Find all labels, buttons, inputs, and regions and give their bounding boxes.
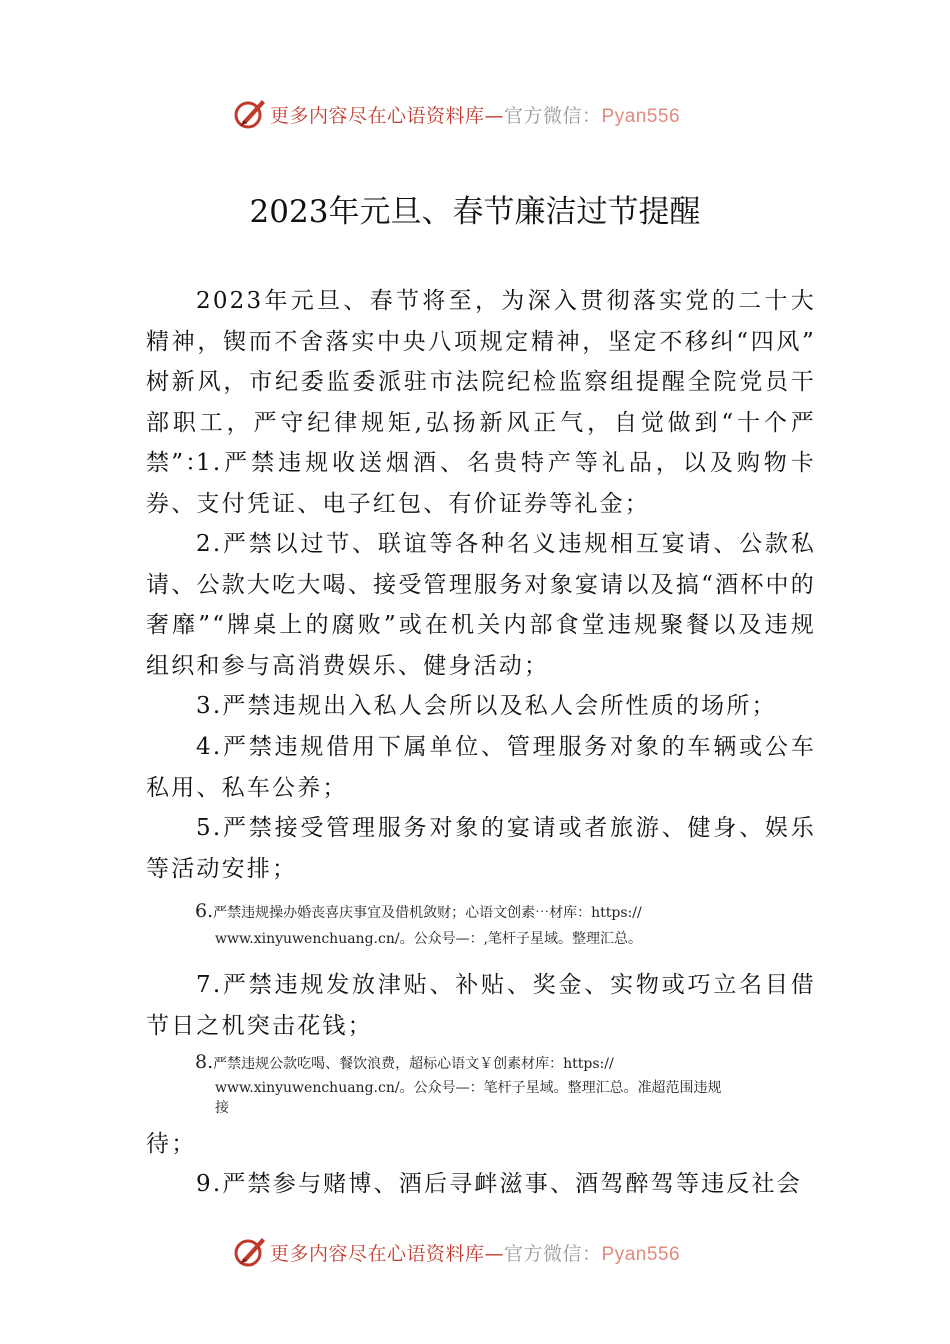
item-8-line-2: www.xinyuwenchuang.cn/。公众号—：笔杆子星域。整理汇总。准超范围违规 [215,1080,722,1096]
list-item-4: 4.严禁违规借用下属单位、管理服务对象的车辆或公车私用、私车公养； [146,734,816,801]
banner-wechat-label: 官方微信： [504,1242,602,1265]
banner-wechat-label: 官方微信： [504,104,602,127]
banner-main: 更多内容尽在心语资料库 [270,1242,485,1265]
item-8-line-3: 接 [215,1100,229,1116]
item-8-line-1: 严禁违规公款吃喝、餐饮浪费，超标心语文￥创素材库：https:// [213,1056,614,1072]
quill-logo-icon [232,1234,268,1270]
quill-logo-icon [232,96,268,132]
page-title: 2023年元旦、春节廉洁过节提醒 [249,194,701,230]
banner-account: Pyan556 [601,105,681,127]
list-item-5: 5.严禁接受管理服务对象的宴请或者旅游、健身、娱乐等活动安排； [146,815,816,882]
item-6-line-1: 严禁违规操办婚丧喜庆事宜及借机敛财；心语文创素⋯材库：https:// [213,905,642,921]
banner-separator: — [484,1242,505,1265]
footer-banner [232,1232,732,1272]
banner-main: 更多内容尽在心语资料库 [270,104,485,127]
list-item-7: 7.严禁违规发放津贴、补贴、奖金、实物或巧立名目借节日之机突击花钱； [146,972,816,1039]
banner-text [270,101,680,128]
header-banner [232,94,732,134]
banner-separator: — [484,104,505,127]
item-6-line-2: www.xinyuwenchuang.cn/。公众号—：,笔杆子星域。整理汇总。 [215,931,643,947]
banner-account: Pyan556 [601,1243,681,1265]
item-6-number: 6. [195,900,214,922]
intro-paragraph: 2023年元旦、春节将至，为深入贯彻落实党的二十大精神，锲而不舍落实中央八项规定精神，坚定不移纠“四风” 树新风，市纪委监委派驻市法院纪检监察组提醒全院党员干部职工，严守纪律规矩,弘扬新风正气，自觉做到“十个严禁”： [146,288,816,476]
item-8-number: 8. [195,1051,214,1073]
list-item-1: 1.严禁违规收送烟酒、名贵特产等礼品，以及购物卡券、支付凭证、电子红包、有价证券等礼金； [146,450,816,517]
list-item-6 [195,898,820,952]
list-item-8 [195,1049,820,1117]
list-item-2: 2.严禁以过节、联谊等各种名义违规相互宴请、公款私请、公款大吃大喝、接受管理服务对象宴请以及搞“酒杯中的奢靡”“牌桌上的腐败”或在机关内部食堂违规聚餐以及违规组织和参与高消费娱乐、健身活动； [146,531,816,679]
list-item-3: 3.严禁违规出入私人会所以及私人会所性质的场所； [196,693,777,719]
banner-text [270,1239,680,1266]
list-item-9: 9.严禁参与赌博、酒后寻衅滋事、酒驾醉驾等违反社会 [196,1171,802,1197]
item-8-tail: 待； [146,1131,197,1157]
